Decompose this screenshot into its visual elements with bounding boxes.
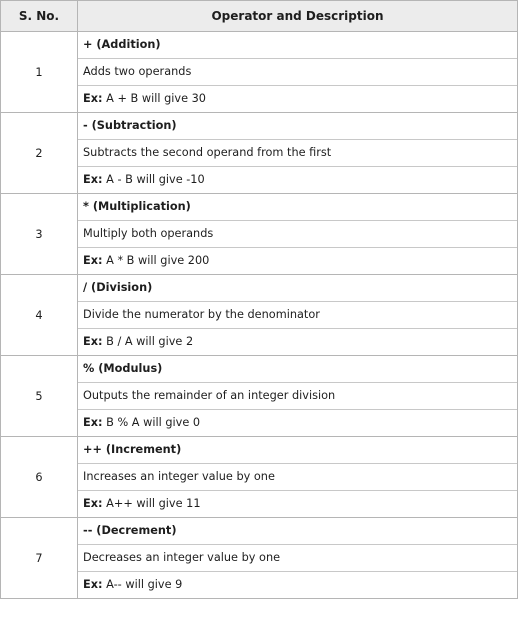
operator-title: -- (Decrement) [78,518,517,545]
operator-title: * (Multiplication) [78,194,517,221]
row-description-cell [78,194,518,275]
row-number: 2 [1,113,78,194]
operator-description: Multiply both operands [78,221,517,248]
row-description-cell [78,275,518,356]
operator-description: Divide the numerator by the denominator [78,302,517,329]
table-row [1,194,518,275]
example-text: A++ will give 11 [102,497,201,510]
operator-title: - (Subtraction) [78,113,517,140]
table-row [1,356,518,437]
example-label: Ex: [83,92,103,105]
operator-title: / (Division) [78,275,517,302]
table-row [1,275,518,356]
header-row [1,1,518,32]
example-label: Ex: [83,578,103,591]
row-description-cell [78,32,518,113]
operator-example [78,86,517,112]
table-row [1,32,518,113]
operator-example [78,572,517,598]
example-text: B % A will give 0 [102,416,201,429]
example-text: A-- will give 9 [102,578,183,591]
row-number: 1 [1,32,78,113]
header-sno: S. No. [1,1,78,32]
operator-description: Outputs the remainder of an integer division [78,383,517,410]
row-description-cell [78,356,518,437]
example-text: A * B will give 200 [102,254,210,267]
example-label: Ex: [83,416,103,429]
operator-example [78,410,517,436]
row-number: 3 [1,194,78,275]
operator-title: ++ (Increment) [78,437,517,464]
header-description: Operator and Description [78,1,518,32]
operator-example [78,248,517,274]
operator-description: Increases an integer value by one [78,464,517,491]
operator-description: Adds two operands [78,59,517,86]
table-row [1,113,518,194]
row-number: 6 [1,437,78,518]
row-description-cell [78,437,518,518]
example-text: A - B will give -10 [102,173,205,186]
table-row [1,518,518,599]
row-description-cell [78,518,518,599]
operator-example [78,329,517,355]
operator-description: Subtracts the second operand from the first [78,140,517,167]
table-row [1,437,518,518]
operator-example [78,167,517,193]
example-label: Ex: [83,335,103,348]
example-text: A + B will give 30 [102,92,206,105]
example-label: Ex: [83,254,103,267]
example-label: Ex: [83,497,103,510]
operator-example [78,491,517,517]
row-number: 7 [1,518,78,599]
row-number: 4 [1,275,78,356]
example-label: Ex: [83,173,103,186]
operator-title: + (Addition) [78,32,517,59]
example-text: B / A will give 2 [102,335,194,348]
operator-description: Decreases an integer value by one [78,545,517,572]
row-number: 5 [1,356,78,437]
row-description-cell [78,113,518,194]
operator-title: % (Modulus) [78,356,517,383]
